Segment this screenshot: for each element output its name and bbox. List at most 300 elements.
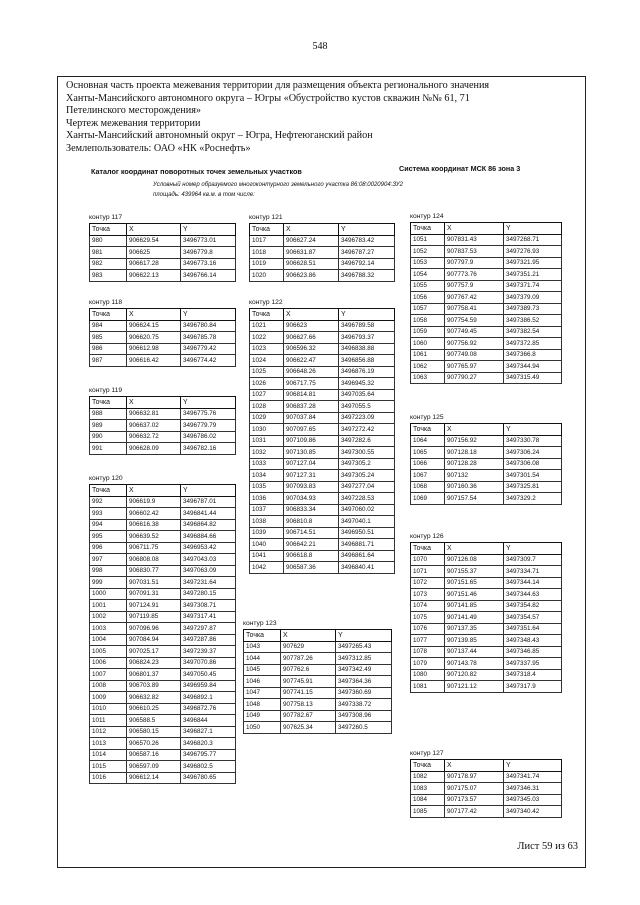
y-cell: 3496789.58 bbox=[339, 320, 395, 332]
y-cell: 3496950.51 bbox=[339, 527, 395, 539]
point-cell: 1064 bbox=[411, 435, 445, 447]
contour-block bbox=[89, 213, 236, 282]
table-row bbox=[411, 349, 562, 361]
x-cell: 906570.26 bbox=[127, 738, 181, 750]
y-cell: 3496802.5 bbox=[181, 761, 236, 773]
x-cell: 907151.65 bbox=[445, 577, 504, 589]
y-cell: 3497308.71 bbox=[181, 600, 236, 612]
y-cell: 3497265.43 bbox=[336, 641, 392, 653]
point-cell: 982 bbox=[90, 258, 127, 270]
y-cell: 3496872.76 bbox=[181, 703, 236, 715]
x-cell: 906642.21 bbox=[284, 539, 339, 551]
table-row bbox=[411, 493, 562, 505]
contour-label: контур 118 bbox=[89, 299, 123, 306]
table-row bbox=[90, 258, 236, 270]
point-cell: 990 bbox=[90, 431, 127, 443]
point-cell: 1011 bbox=[90, 715, 127, 727]
x-cell: 906625 bbox=[127, 247, 181, 259]
x-cell: 907625.34 bbox=[281, 722, 336, 734]
point-cell: 1049 bbox=[244, 710, 281, 722]
table-row bbox=[90, 554, 236, 566]
table-row bbox=[250, 447, 395, 459]
y-cell: 3496775.76 bbox=[181, 408, 236, 420]
x-cell: 907091.31 bbox=[127, 588, 181, 600]
point-cell: 1032 bbox=[250, 447, 284, 459]
point-cell: 1078 bbox=[411, 646, 445, 658]
x-cell: 907790.27 bbox=[445, 372, 504, 384]
contour-block bbox=[89, 386, 236, 455]
point-cell: 1009 bbox=[90, 692, 127, 704]
x-cell: 907157.54 bbox=[445, 493, 504, 505]
y-cell: 3496780.65 bbox=[181, 772, 236, 784]
point-cell: 998 bbox=[90, 565, 127, 577]
table-row bbox=[90, 420, 236, 432]
table-row bbox=[411, 481, 562, 493]
point-cell: 1075 bbox=[411, 612, 445, 624]
x-cell: 907130.85 bbox=[284, 447, 339, 459]
table-row bbox=[90, 680, 236, 692]
x-cell: 906602.42 bbox=[127, 508, 181, 520]
table-row bbox=[250, 550, 395, 562]
table-header-row bbox=[90, 397, 236, 409]
header-line: Землепользователь: ОАО «НК «Роснефть» bbox=[66, 142, 251, 154]
y-cell: 3497280.15 bbox=[181, 588, 236, 600]
x-cell: 906616.42 bbox=[127, 355, 181, 367]
column-header: Y bbox=[181, 224, 236, 236]
table-row bbox=[411, 361, 562, 373]
table-row bbox=[250, 539, 395, 551]
y-cell: 3497060.02 bbox=[339, 504, 395, 516]
y-cell: 3497325.81 bbox=[504, 481, 562, 493]
point-cell: 1042 bbox=[250, 562, 284, 574]
contour-block bbox=[410, 749, 562, 818]
y-cell: 3497344.63 bbox=[504, 589, 562, 601]
x-cell: 907139.85 bbox=[445, 635, 504, 647]
table-row bbox=[411, 658, 562, 670]
point-cell: 1058 bbox=[411, 315, 445, 327]
point-cell: 1033 bbox=[250, 458, 284, 470]
y-cell: 3497043.03 bbox=[181, 554, 236, 566]
y-cell: 3496788.32 bbox=[339, 270, 395, 282]
table-row bbox=[411, 246, 562, 258]
column-header: X bbox=[445, 223, 504, 235]
x-cell: 907782.67 bbox=[281, 710, 336, 722]
column-header: Y bbox=[339, 309, 395, 321]
table-row bbox=[411, 458, 562, 470]
x-cell: 907127.04 bbox=[284, 458, 339, 470]
column-header: X bbox=[127, 309, 181, 321]
column-header: Y bbox=[504, 760, 562, 772]
y-cell: 3497231.64 bbox=[181, 577, 236, 589]
table-row bbox=[250, 481, 395, 493]
x-cell: 907109.86 bbox=[284, 435, 339, 447]
point-cell: 984 bbox=[90, 320, 127, 332]
point-cell: 1053 bbox=[411, 257, 445, 269]
table-row bbox=[90, 761, 236, 773]
table-row bbox=[90, 738, 236, 750]
column-header: Точка bbox=[411, 424, 445, 436]
contour-label: контур 125 bbox=[410, 414, 444, 421]
table-row bbox=[411, 257, 562, 269]
column-header: X bbox=[445, 760, 504, 772]
x-cell: 907031.51 bbox=[127, 577, 181, 589]
y-cell: 3497317.41 bbox=[181, 611, 236, 623]
table-row bbox=[250, 258, 395, 270]
x-cell: 906824.23 bbox=[127, 657, 181, 669]
table-row bbox=[90, 270, 236, 282]
x-cell: 907124.91 bbox=[127, 600, 181, 612]
y-cell: 3497371.74 bbox=[504, 280, 562, 292]
x-cell: 906632.72 bbox=[127, 431, 181, 443]
y-cell: 3497354.82 bbox=[504, 600, 562, 612]
coordinates-table bbox=[243, 629, 392, 734]
table-row bbox=[90, 646, 236, 658]
y-cell: 3496774.42 bbox=[181, 355, 236, 367]
y-cell: 3497389.73 bbox=[504, 303, 562, 315]
y-cell: 3497386.52 bbox=[504, 315, 562, 327]
point-cell: 1070 bbox=[411, 554, 445, 566]
coordinates-table bbox=[410, 423, 562, 505]
x-cell: 907749.08 bbox=[445, 349, 504, 361]
point-cell: 1062 bbox=[411, 361, 445, 373]
y-cell: 3496841.44 bbox=[181, 508, 236, 520]
table-row bbox=[244, 699, 392, 711]
point-cell: 1046 bbox=[244, 676, 281, 688]
y-cell: 3496856.88 bbox=[339, 355, 395, 367]
table-row bbox=[250, 504, 395, 516]
point-cell: 1005 bbox=[90, 646, 127, 658]
table-row bbox=[250, 424, 395, 436]
point-cell: 1052 bbox=[411, 246, 445, 258]
point-cell: 1069 bbox=[411, 493, 445, 505]
x-cell: 907120.82 bbox=[445, 669, 504, 681]
contour-label: контур 126 bbox=[410, 533, 444, 540]
point-cell: 999 bbox=[90, 577, 127, 589]
y-cell: 3497348.43 bbox=[504, 635, 562, 647]
contour-block bbox=[249, 213, 395, 282]
y-cell: 3496773.16 bbox=[181, 258, 236, 270]
table-row bbox=[411, 303, 562, 315]
table-row bbox=[250, 235, 395, 247]
x-cell: 907175.07 bbox=[445, 783, 504, 795]
x-cell: 907758.13 bbox=[281, 699, 336, 711]
table-row bbox=[90, 343, 236, 355]
x-cell: 907749.45 bbox=[445, 326, 504, 338]
y-cell: 3497364.36 bbox=[336, 676, 392, 688]
x-cell: 907762.6 bbox=[281, 664, 336, 676]
point-cell: 988 bbox=[90, 408, 127, 420]
contour-label: контур 123 bbox=[243, 620, 277, 627]
x-cell: 907758.41 bbox=[445, 303, 504, 315]
table-row bbox=[90, 443, 236, 455]
y-cell: 3496780.84 bbox=[181, 320, 236, 332]
point-cell: 1082 bbox=[411, 771, 445, 783]
point-cell: 1002 bbox=[90, 611, 127, 623]
x-cell: 907137.35 bbox=[445, 623, 504, 635]
table-row bbox=[411, 326, 562, 338]
column-header: Y bbox=[504, 223, 562, 235]
coordinate-system: Система координат МСК 86 зона 3 bbox=[399, 164, 521, 173]
parcel-area: площадь: 439964 кв.м. в том числе: bbox=[153, 191, 255, 198]
table-row bbox=[250, 412, 395, 424]
y-cell: 3497382.54 bbox=[504, 326, 562, 338]
column-header: X bbox=[445, 543, 504, 555]
y-cell: 3497268.71 bbox=[504, 234, 562, 246]
table-row bbox=[90, 408, 236, 420]
y-cell: 3496785.78 bbox=[181, 332, 236, 344]
y-cell: 3497063.09 bbox=[181, 565, 236, 577]
table-row bbox=[411, 623, 562, 635]
table-row bbox=[90, 565, 236, 577]
table-row bbox=[411, 771, 562, 783]
y-cell: 3497305.2 bbox=[339, 458, 395, 470]
sheet-number: Лист 59 из 63 bbox=[517, 841, 578, 852]
table-row bbox=[250, 389, 395, 401]
point-cell: 1054 bbox=[411, 269, 445, 281]
y-cell: 3497228.53 bbox=[339, 493, 395, 505]
table-row bbox=[411, 435, 562, 447]
table-row bbox=[411, 315, 562, 327]
table-row bbox=[250, 527, 395, 539]
point-cell: 987 bbox=[90, 355, 127, 367]
column-header: Y bbox=[336, 630, 392, 642]
point-cell: 1073 bbox=[411, 589, 445, 601]
y-cell: 3497344.14 bbox=[504, 577, 562, 589]
table-row bbox=[411, 669, 562, 681]
table-row bbox=[244, 653, 392, 665]
table-row bbox=[90, 657, 236, 669]
point-cell: 1038 bbox=[250, 516, 284, 528]
y-cell: 3497330.78 bbox=[504, 435, 562, 447]
table-row bbox=[250, 366, 395, 378]
y-cell: 3496892.1 bbox=[181, 692, 236, 704]
x-cell: 906612.14 bbox=[127, 772, 181, 784]
x-cell: 906801.37 bbox=[127, 669, 181, 681]
x-cell: 906580.15 bbox=[127, 726, 181, 738]
table-row bbox=[250, 320, 395, 332]
point-cell: 1029 bbox=[250, 412, 284, 424]
x-cell: 907173.57 bbox=[445, 794, 504, 806]
point-cell: 1004 bbox=[90, 634, 127, 646]
coordinates-table bbox=[249, 223, 395, 282]
column-header: Y bbox=[504, 543, 562, 555]
table-row bbox=[90, 508, 236, 520]
point-cell: 1017 bbox=[250, 235, 284, 247]
point-cell: 1071 bbox=[411, 566, 445, 578]
column-header: Точка bbox=[411, 760, 445, 772]
y-cell: 3497337.95 bbox=[504, 658, 562, 670]
x-cell: 906588.5 bbox=[127, 715, 181, 727]
point-cell: 1030 bbox=[250, 424, 284, 436]
header-line: Основная часть проекта межевания территории для размещения объекта регионального значения bbox=[66, 80, 490, 91]
column-header: Точка bbox=[250, 309, 284, 321]
point-cell: 1063 bbox=[411, 372, 445, 384]
x-cell: 906617.28 bbox=[127, 258, 181, 270]
point-cell: 1010 bbox=[90, 703, 127, 715]
table-row bbox=[411, 646, 562, 658]
y-cell: 3496953.42 bbox=[181, 542, 236, 554]
x-cell: 907767.42 bbox=[445, 292, 504, 304]
point-cell: 1031 bbox=[250, 435, 284, 447]
y-cell: 3496876.19 bbox=[339, 366, 395, 378]
y-cell: 3497309.7 bbox=[504, 554, 562, 566]
y-cell: 3496779.79 bbox=[181, 420, 236, 432]
y-cell: 3497301.54 bbox=[504, 470, 562, 482]
y-cell: 3496795.77 bbox=[181, 749, 236, 761]
y-cell: 3497297.87 bbox=[181, 623, 236, 635]
x-cell: 907119.85 bbox=[127, 611, 181, 623]
y-cell: 3496787.27 bbox=[339, 247, 395, 259]
x-cell: 907151.46 bbox=[445, 589, 504, 601]
y-cell: 3497040.1 bbox=[339, 516, 395, 528]
y-cell: 3497346.85 bbox=[504, 646, 562, 658]
x-cell: 907141.49 bbox=[445, 612, 504, 624]
document-header bbox=[66, 80, 576, 155]
column-header: X bbox=[445, 424, 504, 436]
y-cell: 3497351.21 bbox=[504, 269, 562, 281]
table-row bbox=[411, 280, 562, 292]
point-cell: 992 bbox=[90, 496, 127, 508]
table-row bbox=[244, 664, 392, 676]
header-line: Петелинского месторождения» bbox=[66, 105, 201, 116]
point-cell: 1043 bbox=[244, 641, 281, 653]
table-row bbox=[90, 669, 236, 681]
contour-label: контур 127 bbox=[410, 750, 444, 757]
y-cell: 3497260.5 bbox=[336, 722, 392, 734]
point-cell: 1024 bbox=[250, 355, 284, 367]
coordinates-table bbox=[410, 542, 562, 693]
table-row bbox=[411, 794, 562, 806]
contour-block bbox=[243, 619, 392, 734]
x-cell: 907757.9 bbox=[445, 280, 504, 292]
x-cell: 907128.18 bbox=[445, 447, 504, 459]
x-cell: 907837.53 bbox=[445, 246, 504, 258]
table-header-row bbox=[411, 223, 562, 235]
x-cell: 907143.78 bbox=[445, 658, 504, 670]
header-line: Ханты-Мансийский автономный округ – Югра, Нефтеюганский район bbox=[66, 130, 373, 141]
point-cell: 1085 bbox=[411, 806, 445, 818]
column-header: Точка bbox=[90, 224, 127, 236]
point-cell: 986 bbox=[90, 343, 127, 355]
point-cell: 1047 bbox=[244, 687, 281, 699]
point-cell: 1022 bbox=[250, 332, 284, 344]
table-row bbox=[90, 772, 236, 784]
point-cell: 1007 bbox=[90, 669, 127, 681]
coordinates-table bbox=[410, 222, 562, 384]
x-cell: 906637.02 bbox=[127, 420, 181, 432]
point-cell: 1023 bbox=[250, 343, 284, 355]
y-cell: 3496861.64 bbox=[339, 550, 395, 562]
x-cell: 907025.17 bbox=[127, 646, 181, 658]
y-cell: 3497276.93 bbox=[504, 246, 562, 258]
point-cell: 1016 bbox=[90, 772, 127, 784]
y-cell: 3497223.09 bbox=[339, 412, 395, 424]
point-cell: 1012 bbox=[90, 726, 127, 738]
header-line: Ханты-Мансийского автономного округа – Югры «Обустройство кустов скважин №№ 61, 71 bbox=[66, 92, 470, 104]
y-cell: 3496786.02 bbox=[181, 431, 236, 443]
x-cell: 907137.44 bbox=[445, 646, 504, 658]
y-cell: 3497329.2 bbox=[504, 493, 562, 505]
x-cell: 906610.25 bbox=[127, 703, 181, 715]
y-cell: 3497366.8 bbox=[504, 349, 562, 361]
table-row bbox=[411, 338, 562, 350]
point-cell: 1014 bbox=[90, 749, 127, 761]
table-row bbox=[250, 562, 395, 574]
coordinates-table bbox=[89, 308, 236, 367]
y-cell: 3497312.85 bbox=[336, 653, 392, 665]
x-cell: 906597.09 bbox=[127, 761, 181, 773]
point-cell: 1028 bbox=[250, 401, 284, 413]
catalog-title: Каталог координат поворотных точек земельных участков bbox=[91, 167, 302, 176]
point-cell: 1044 bbox=[244, 653, 281, 665]
y-cell: 3497341.74 bbox=[504, 771, 562, 783]
point-cell: 1059 bbox=[411, 326, 445, 338]
y-cell: 3497306.24 bbox=[504, 447, 562, 459]
x-cell: 906612.98 bbox=[127, 343, 181, 355]
x-cell: 906639.52 bbox=[127, 531, 181, 543]
table-row bbox=[244, 710, 392, 722]
x-cell: 907132 bbox=[445, 470, 504, 482]
table-row bbox=[244, 687, 392, 699]
x-cell: 907177.42 bbox=[445, 806, 504, 818]
point-cell: 980 bbox=[90, 235, 127, 247]
table-row bbox=[411, 783, 562, 795]
table-header-row bbox=[90, 224, 236, 236]
x-cell: 906703.89 bbox=[127, 680, 181, 692]
column-header: Точка bbox=[90, 485, 127, 497]
y-cell: 3497315.49 bbox=[504, 372, 562, 384]
point-cell: 1008 bbox=[90, 680, 127, 692]
y-cell: 3496773.01 bbox=[181, 235, 236, 247]
table-row bbox=[90, 496, 236, 508]
point-cell: 1020 bbox=[250, 270, 284, 282]
x-cell: 907127.31 bbox=[284, 470, 339, 482]
x-cell: 906622.13 bbox=[127, 270, 181, 282]
table-row bbox=[90, 519, 236, 531]
table-row bbox=[90, 600, 236, 612]
parcel-number: Условный номер образуемого многоконтурного земельного участка 86:08:0020904:ЗУ2 bbox=[153, 182, 403, 188]
x-cell: 907037.84 bbox=[284, 412, 339, 424]
point-cell: 995 bbox=[90, 531, 127, 543]
y-cell: 3497342.49 bbox=[336, 664, 392, 676]
x-cell: 906616.38 bbox=[127, 519, 181, 531]
y-cell: 3496840.41 bbox=[339, 562, 395, 574]
column-header: Y bbox=[181, 309, 236, 321]
x-cell: 906623.86 bbox=[284, 270, 339, 282]
point-cell: 1068 bbox=[411, 481, 445, 493]
point-cell: 983 bbox=[90, 270, 127, 282]
point-cell: 1000 bbox=[90, 588, 127, 600]
point-cell: 1074 bbox=[411, 600, 445, 612]
y-cell: 3497334.71 bbox=[504, 566, 562, 578]
point-cell: 1021 bbox=[250, 320, 284, 332]
x-cell: 907084.94 bbox=[127, 634, 181, 646]
table-row bbox=[90, 531, 236, 543]
table-row bbox=[411, 635, 562, 647]
x-cell: 907178.97 bbox=[445, 771, 504, 783]
table-row bbox=[90, 703, 236, 715]
y-cell: 3497055.5 bbox=[339, 401, 395, 413]
y-cell: 3497277.04 bbox=[339, 481, 395, 493]
point-cell: 994 bbox=[90, 519, 127, 531]
column-header: Y bbox=[181, 485, 236, 497]
y-cell: 3497050.45 bbox=[181, 669, 236, 681]
y-cell: 3496793.37 bbox=[339, 332, 395, 344]
table-row bbox=[90, 715, 236, 727]
table-header-row bbox=[411, 424, 562, 436]
table-row bbox=[411, 612, 562, 624]
point-cell: 1027 bbox=[250, 389, 284, 401]
